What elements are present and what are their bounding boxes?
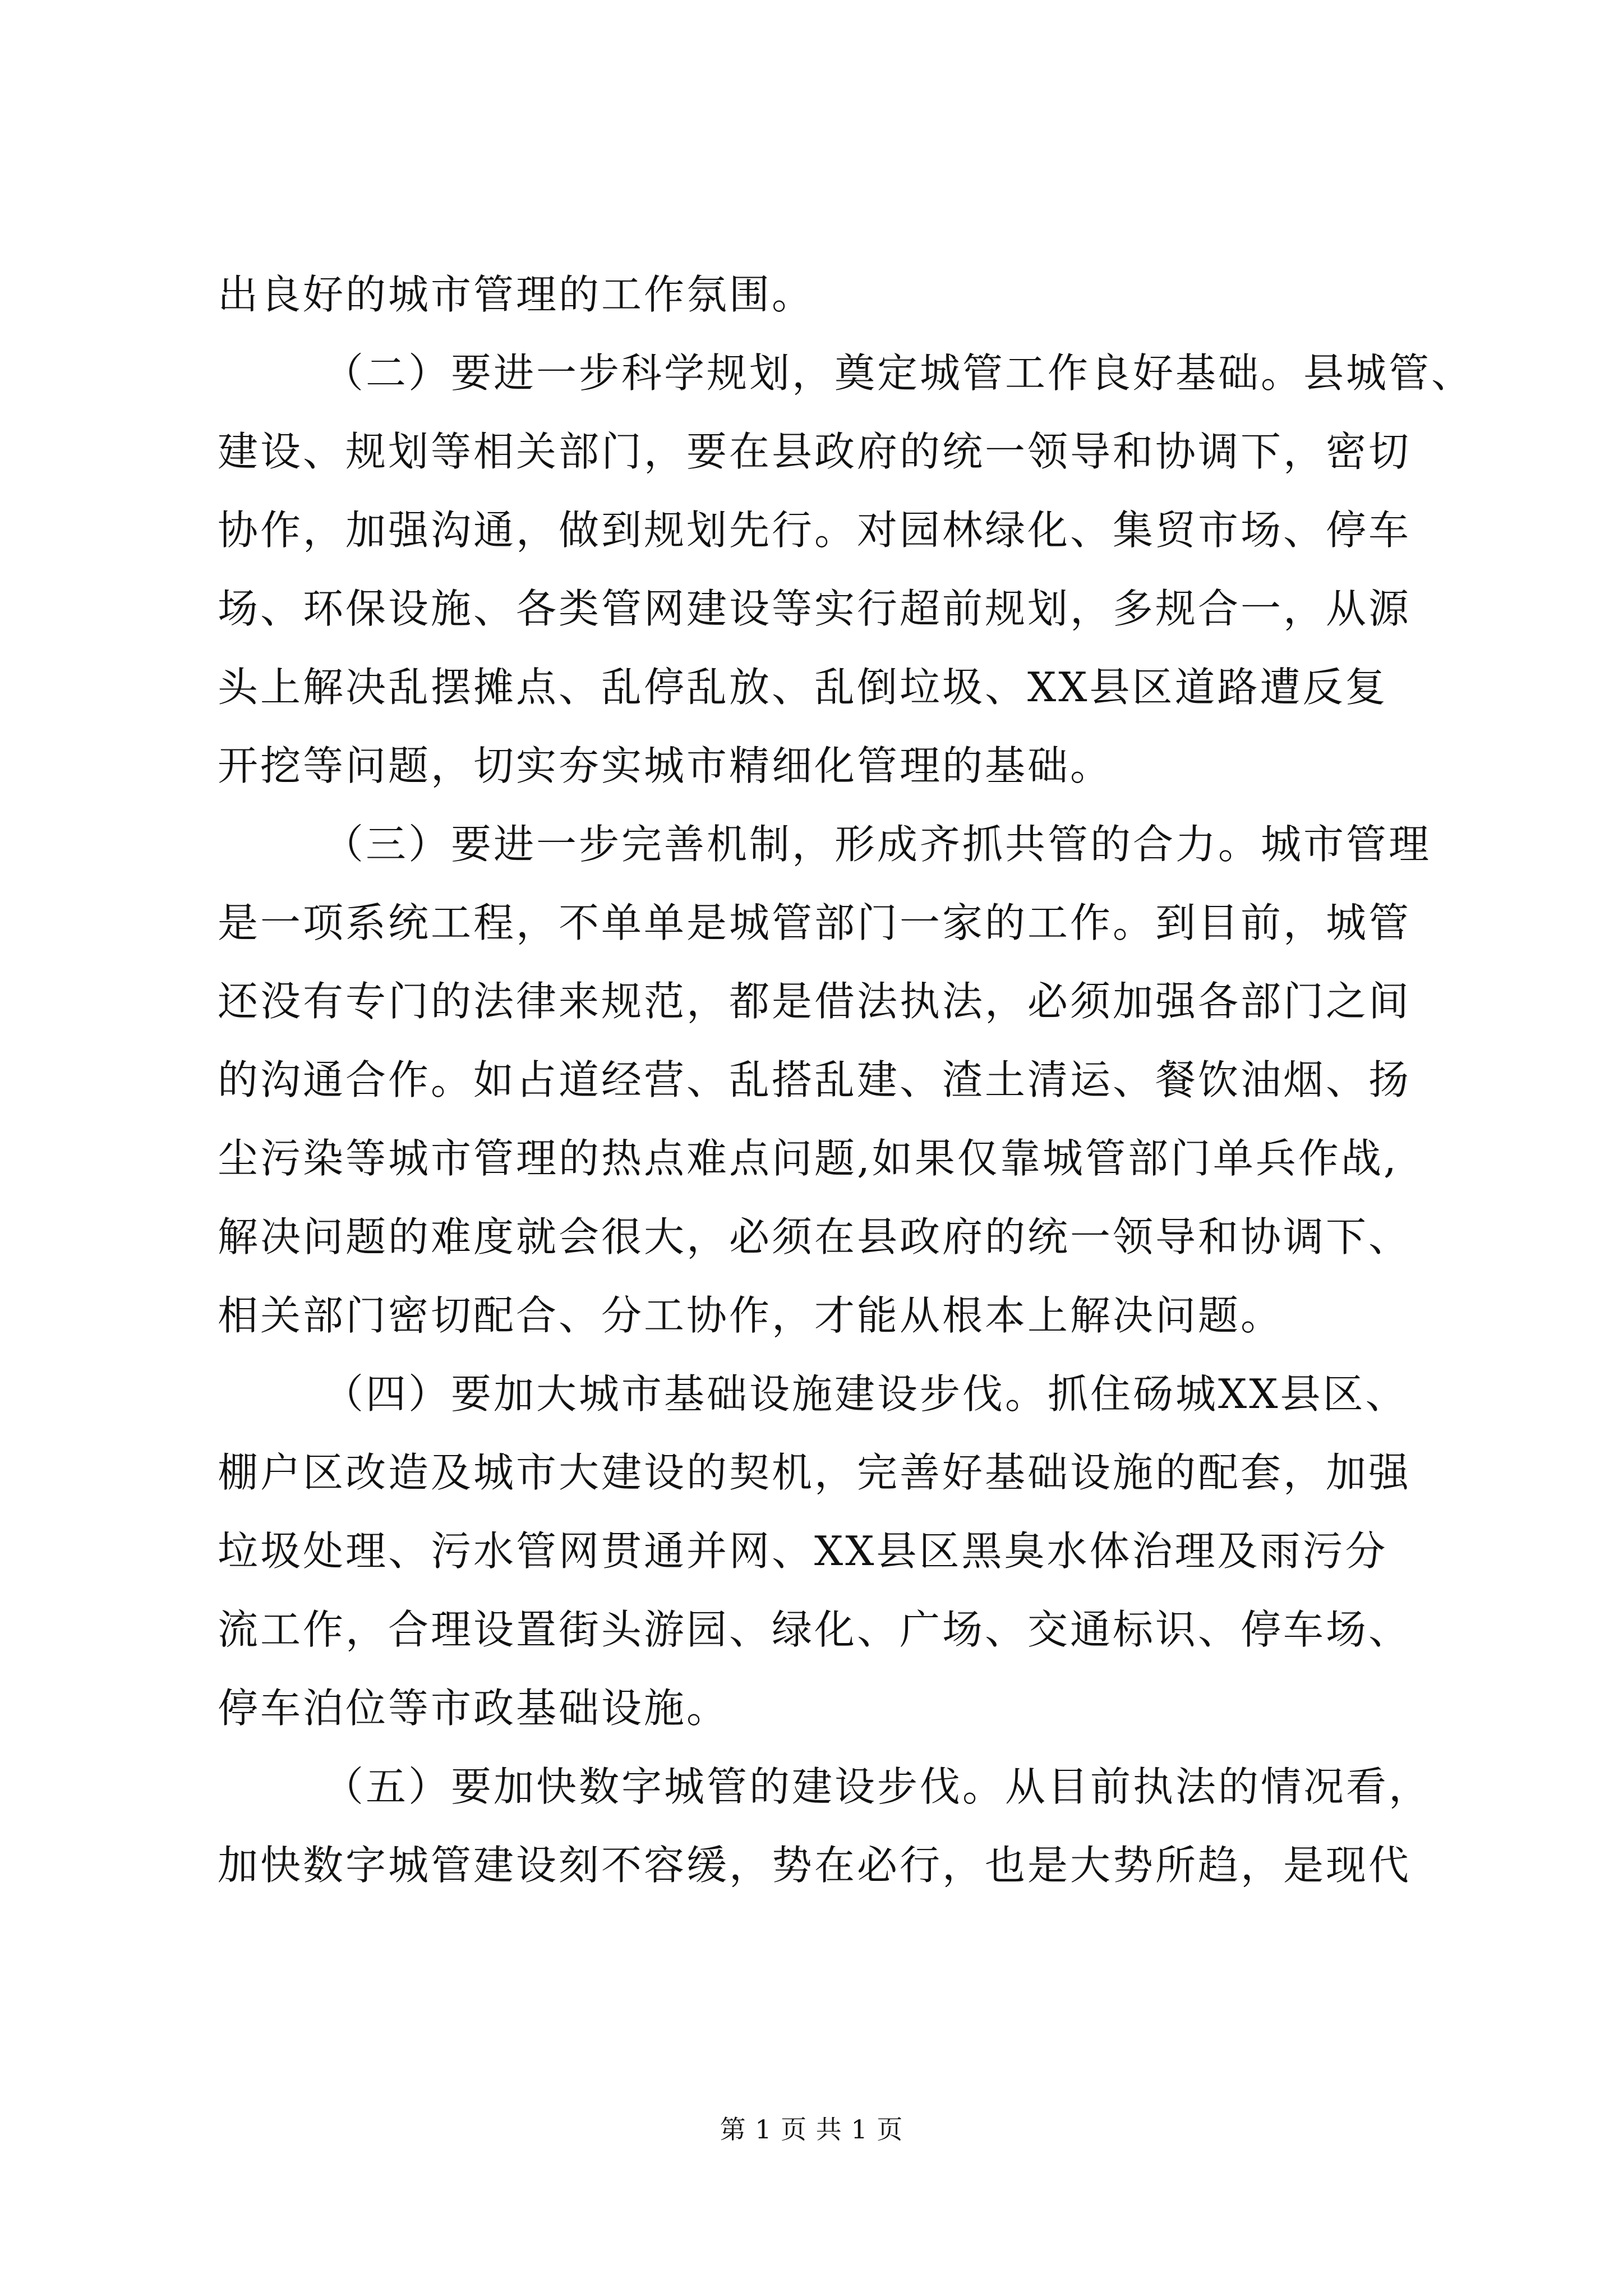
paragraph-2-line-3: 协作，加强沟通，做到规划先行。对园林绿化、集贸市场、停车 (218, 507, 1412, 554)
paragraph-2-line-6: 开挖等问题，切实夯实城市精细化管理的基础。 (218, 742, 1113, 789)
paragraph-1-line-1: 出良好的城市管理的工作氛围。 (218, 271, 815, 318)
paragraph-4-line-1: （四）要加大城市基础设施建设步伐。抓住砀城XX县区、 (323, 1370, 1408, 1418)
paragraph-4-line-3: 垃圾处理、污水管网贯通并网、XX县区黑臭水体治理及雨污分 (218, 1527, 1388, 1575)
paragraph-5-line-2: 加快数字城管建设刻不容缓，势在必行，也是大势所趋，是现代 (218, 1842, 1412, 1889)
paragraph-4-line-4: 流工作，合理设置街头游园、绿化、广场、交通标识、停车场、 (218, 1606, 1412, 1653)
paragraph-3-line-4: 的沟通合作。如占道经营、乱搭乱建、渣土清运、餐饮油烟、扬 (218, 1056, 1412, 1103)
paragraph-2-line-4: 场、环保设施、各类管网建设等实行超前规划，多规合一，从源 (218, 585, 1412, 632)
paragraph-2-line-1: （二）要进一步科学规划，奠定城管工作良好基础。县城管、 (323, 349, 1474, 397)
paragraph-3-line-6: 解决问题的难度就会很大，必须在县政府的统一领导和协调下、 (218, 1213, 1412, 1260)
paragraph-3-line-5: 尘污染等城市管理的热点难点问题,如果仅靠城管部门单兵作战, (218, 1135, 1399, 1182)
document-body (218, 255, 1474, 1904)
page-number-footer: 第 1 页 共 1 页 (720, 2114, 903, 2145)
paragraph-2-line-5: 头上解决乱摆摊点、乱停乱放、乱倒垃圾、XX县区道路遭反复 (218, 664, 1388, 711)
paragraph-3-line-3: 还没有专门的法律来规范，都是借法执法，必须加强各部门之间 (218, 978, 1412, 1025)
paragraph-3-line-1: （三）要进一步完善机制，形成齐抓共管的合力。城市管理 (323, 821, 1432, 868)
paragraph-3-line-7: 相关部门密切配合、分工协作，才能从根本上解决问题。 (218, 1292, 1284, 1339)
paragraph-2-line-2: 建设、规划等相关部门，要在县政府的统一领导和协调下，密切 (218, 428, 1412, 475)
paragraph-3-line-2: 是一项系统工程，不单单是城管部门一家的工作。到目前，城管 (218, 899, 1412, 946)
paragraph-4-line-2: 棚户区改造及城市大建设的契机，完善好基础设施的配套，加强 (218, 1449, 1412, 1496)
paragraph-4-line-5: 停车泊位等市政基础设施。 (218, 1685, 730, 1732)
paragraph-5-line-1: （五）要加快数字城管的建设步伐。从目前执法的情况看， (323, 1763, 1432, 1810)
